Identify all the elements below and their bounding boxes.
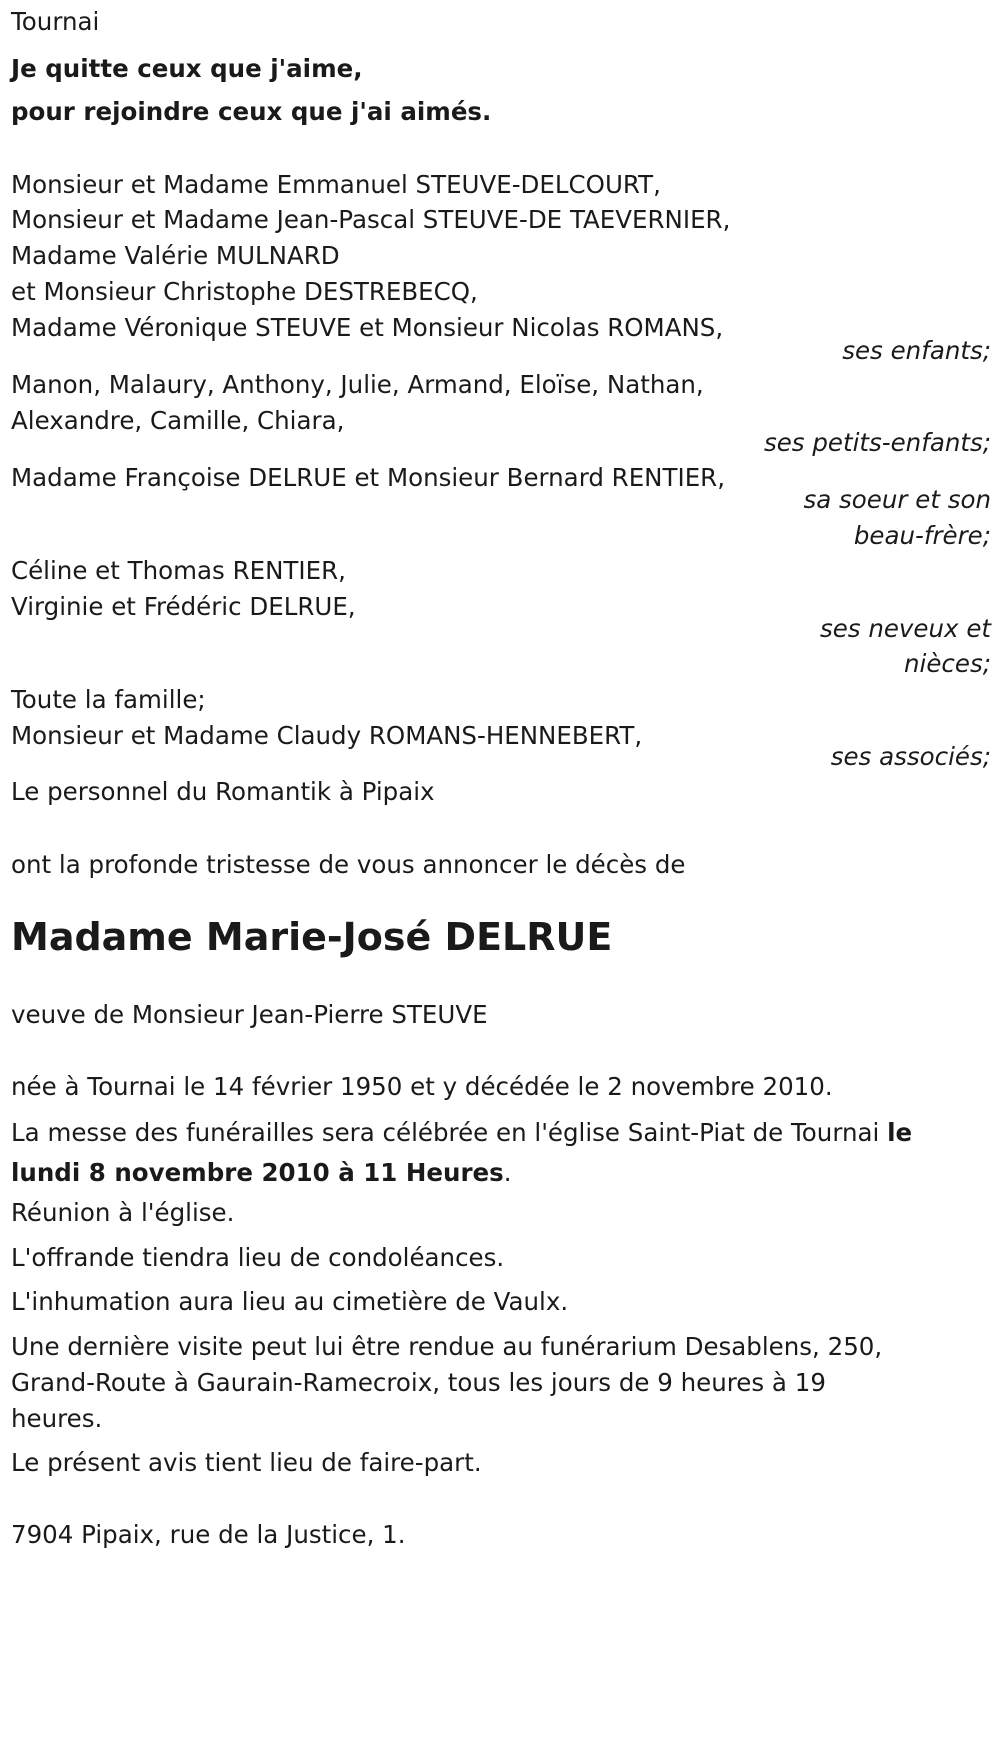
relation-label: ses petits-enfants; bbox=[763, 428, 991, 457]
meeting-text: Réunion à l'église. bbox=[11, 1198, 235, 1227]
notice-text: Le présent avis tient lieu de faire-part. bbox=[11, 1448, 482, 1477]
announcement-text: ont la profonde tristesse de vous annoncer le décès de bbox=[11, 850, 686, 879]
family-line: Manon, Malaury, Anthony, Julie, Armand, Eloïse, Nathan, bbox=[11, 370, 704, 399]
family-line: Monsieur et Madame Jean-Pascal STEUVE-DE TAEVERNIER, bbox=[11, 205, 731, 234]
family-line: Le personnel du Romantik à Pipaix bbox=[11, 777, 435, 806]
relation-label: sa soeur et son bbox=[803, 485, 991, 514]
family-line: Toute la famille; bbox=[11, 685, 206, 714]
city-heading: Tournai bbox=[11, 7, 100, 36]
relation-label: ses neveux et bbox=[819, 614, 991, 643]
visit-paragraph: Une dernière visite peut lui être rendue au funérarium Desablens, 250, Grand-Route à Gaurain-Ramecroix, tous les jours de 9 heures à 19 heures. bbox=[11, 1332, 883, 1433]
family-line: Alexandre, Camille, Chiara, bbox=[11, 406, 345, 435]
family-line: Monsieur et Madame Emmanuel STEUVE-DELCOURT, bbox=[11, 170, 661, 199]
relation-label: beau-frère; bbox=[853, 521, 991, 550]
relation-label: ses associés; bbox=[830, 742, 991, 771]
mass-end: . bbox=[503, 1158, 512, 1187]
mass-date: le lundi 8 novembre 2010 à 11 Heures bbox=[11, 1118, 913, 1187]
quote-line-1: Je quitte ceux que j'aime, bbox=[11, 54, 363, 83]
relation-label: ses enfants; bbox=[842, 336, 991, 365]
widow-of-text: veuve de Monsieur Jean-Pierre STEUVE bbox=[11, 1000, 488, 1029]
family-line: Monsieur et Madame Claudy ROMANS-HENNEBERT, bbox=[11, 721, 643, 750]
birth-death-text: née à Tournai le 14 février 1950 et y décédée le 2 novembre 2010. bbox=[11, 1072, 833, 1101]
family-line: Madame Valérie MULNARD bbox=[11, 241, 340, 270]
family-line: Céline et Thomas RENTIER, bbox=[11, 556, 346, 585]
address-text: 7904 Pipaix, rue de la Justice, 1. bbox=[11, 1520, 406, 1549]
mass-text: La messe des funérailles sera célébrée en l'église Saint-Piat de Tournai bbox=[11, 1118, 888, 1147]
family-line: et Monsieur Christophe DESTREBECQ, bbox=[11, 277, 478, 306]
mass-paragraph bbox=[11, 1113, 981, 1193]
quote-line-2: pour rejoindre ceux que j'ai aimés. bbox=[11, 97, 492, 126]
family-line: Madame Françoise DELRUE et Monsieur Bernard RENTIER, bbox=[11, 463, 725, 492]
family-line: Madame Véronique STEUVE et Monsieur Nicolas ROMANS, bbox=[11, 313, 724, 342]
burial-text: L'inhumation aura lieu au cimetière de Vaulx. bbox=[11, 1287, 569, 1316]
offering-text: L'offrande tiendra lieu de condoléances. bbox=[11, 1243, 505, 1272]
relation-label: nièces; bbox=[904, 649, 991, 678]
family-line: Virginie et Frédéric DELRUE, bbox=[11, 592, 356, 621]
deceased-name: Madame Marie-José DELRUE bbox=[11, 915, 613, 959]
